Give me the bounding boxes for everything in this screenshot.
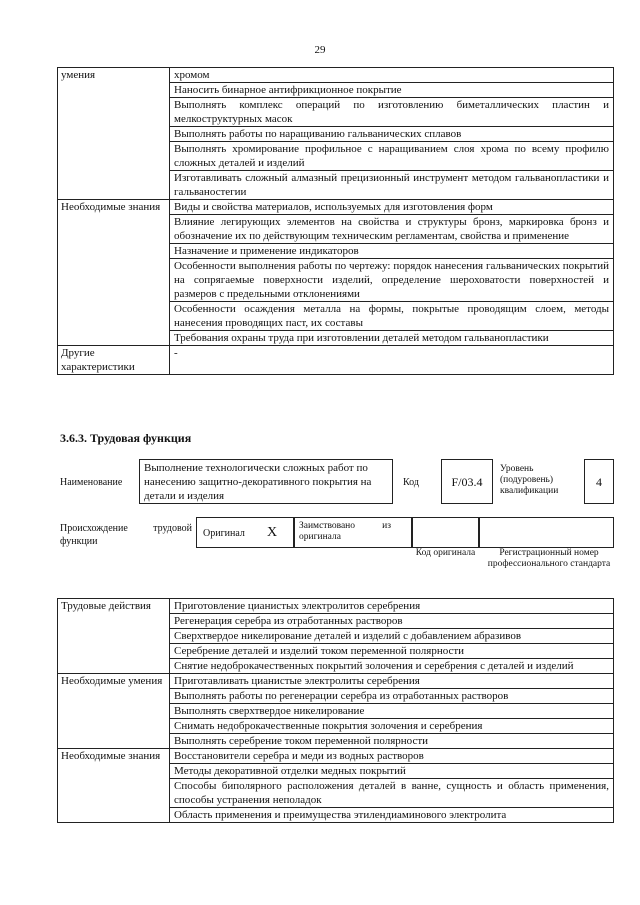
registration-number-cell [479, 517, 614, 548]
row-item: Методы декоративной отделки медных покрытий [170, 764, 614, 779]
row-item: Изготавливать сложный алмазный прецизионный инструмент методом гальванопластики и гальваностегии [170, 171, 614, 200]
section-heading: 3.6.3. Трудовая функция [60, 431, 192, 445]
page-number: 29 [314, 44, 326, 56]
row-item: Требования охраны труда при изготовлении деталей методом гальванопластики [170, 331, 614, 346]
row-item: Приготовление цианистых электролитов серебрения [170, 599, 614, 614]
row-item: Наносить бинарное антифрикционное покрытие [170, 83, 614, 98]
code-caption: Код оригинала [415, 548, 476, 558]
table-row [58, 674, 614, 689]
row-item: Назначение и применение индикаторов [170, 244, 614, 259]
row-item: Выполнять серебрение током переменной полярности [170, 734, 614, 749]
registration-caption: Регистрационный номер профессионального стандарта [487, 548, 611, 569]
borrowed-cell [294, 517, 412, 548]
row-item: Сверхтвердое никелирование деталей и изделий с добавлением абразивов [170, 629, 614, 644]
original-label: Оригинал [203, 528, 245, 539]
level-label: Уровень (подуровень) квалификации [500, 464, 559, 496]
row-category: Необходимые знания [58, 749, 170, 823]
code-value: F/03.4 [451, 474, 483, 489]
row-category: Трудовые действия [58, 599, 170, 674]
row-item: хромом [170, 68, 614, 83]
row-item: Приготавливать цианистые электролиты серебрения [170, 674, 614, 689]
code-label: Код [403, 477, 419, 488]
name-label: Наименование [60, 477, 123, 488]
row-item: Особенности выполнения работы по чертежу: порядок нанесения гальванических покрытий на сопрягаемые поверхности изделий, определение шероховатости поверхностей и размеров с предельными отклонениями [170, 259, 614, 302]
row-item: Особенности осаждения металла на формы, покрытые проводящим слоем, методы нанесения проводящих паст, их составы [170, 302, 614, 331]
row-item: Виды и свойства материалов, используемых для изготовления форм [170, 200, 614, 215]
level-value: 4 [596, 474, 602, 489]
row-category: Другие характеристики [58, 346, 170, 375]
competency-table-bottom [57, 598, 614, 823]
table-row [58, 599, 614, 614]
original-cell [196, 517, 294, 548]
function-name-value: Выполнение технологически сложных работ по нанесению защитно-декоративного покрытия на детали и изделия [144, 462, 372, 502]
row-item: Способы биполярного расположения деталей в ванне, сущность и область применения, способы устранения неполадок [170, 779, 614, 808]
table-row [58, 200, 614, 215]
row-item: Выполнять комплекс операций по изготовлению биметаллических пластин и мелкоструктурных масок [170, 98, 614, 127]
row-category: Необходимые умения [58, 674, 170, 749]
row-item: Выполнять хромирование профильное с наращиванием слоя хрома по всему профилю сложных деталей и изделий [170, 142, 614, 171]
code-box [441, 459, 493, 504]
row-category: умения [58, 68, 170, 200]
row-item: Восстановители серебра и меди из водных растворов [170, 749, 614, 764]
row-item: Снимать недоброкачественные покрытия золочения и серебрения [170, 719, 614, 734]
borrowed-label: Заимствовано из оригинала [299, 521, 391, 542]
row-category: Необходимые знания [58, 200, 170, 346]
row-item: Выполнять работы по наращиванию гальванических сплавов [170, 127, 614, 142]
row-item: Регенерация серебра из отработанных растворов [170, 614, 614, 629]
table-row [58, 749, 614, 764]
row-item: Снятие недоброкачественных покрытий золочения и серебрения с деталей и изделий [170, 659, 614, 674]
row-item: Серебрение деталей и изделий током переменной полярности [170, 644, 614, 659]
level-box [584, 459, 614, 504]
row-item: Область применения и преимущества этилендиаминового электролита [170, 808, 614, 823]
competency-table-top [57, 67, 614, 375]
origin-label: Происхождение трудовой функции [60, 523, 192, 547]
row-item: Выполнять сверхтвердое никелирование [170, 704, 614, 719]
table-row [58, 68, 614, 83]
table-row [58, 346, 614, 375]
original-mark: X [267, 525, 278, 540]
row-item: Влияние легирующих элементов на свойства и структуры бронз, маркировка бронз и обозначение их по действующим техническим регламентам, свойства и применение [170, 215, 614, 244]
row-item: Выполнять работы по регенерации серебра из отработанных растворов [170, 689, 614, 704]
function-name-box [139, 459, 393, 504]
row-item: - [170, 346, 614, 375]
original-code-cell [412, 517, 479, 548]
